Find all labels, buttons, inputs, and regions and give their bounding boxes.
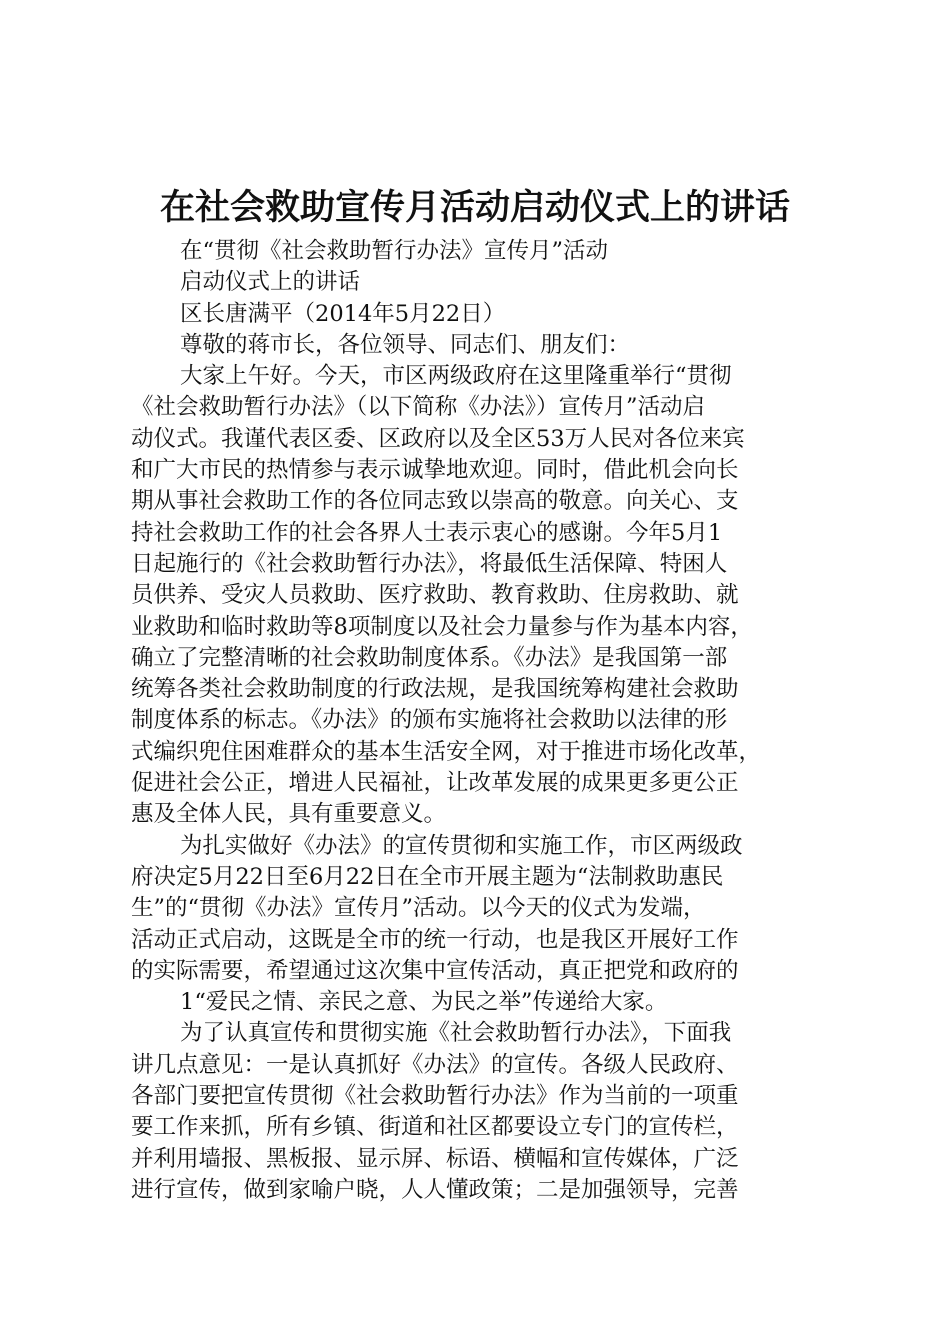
- text-line: 讲几点意见：一是认真抓好《办法》的宣传。各级人民政府、: [131, 1051, 739, 1078]
- text-line: 区长唐满平（2014年5月22日）: [180, 300, 506, 327]
- text-line: 确立了完整清晰的社会救助制度体系。《办法》是我国第一部: [131, 644, 728, 671]
- text-line: 式编织兜住困难群众的基本生活安全网，对于推进市场化改革，: [131, 738, 762, 765]
- text-line: 生”的“贯彻《办法》宣传月”活动。以今天的仪式为发端，: [131, 895, 706, 922]
- text-line: 期从事社会救助工作的各位同志致以崇高的敬意。向关心、支: [131, 488, 739, 515]
- text-line: 为扎实做好《办法》的宣传贯彻和实施工作，市区两级政: [180, 832, 743, 859]
- text-line: 动仪式。我谨代表区委、区政府以及全区53万人民对各位来宾: [131, 425, 745, 452]
- text-line: 尊敬的蒋市长，各位领导、同志们、朋友们：: [180, 331, 631, 358]
- text-line: 员供养、受灾人员救助、医疗救助、教育救助、住房救助、就: [131, 582, 739, 609]
- document-body: [131, 236, 831, 1206]
- text-line: 要工作来抓，所有乡镇、街道和社区都要设立专门的宣传栏，: [131, 1114, 739, 1141]
- text-line: 统筹各类社会救助制度的行政法规，是我国统筹构建社会救助: [131, 676, 739, 703]
- text-line: 大家上午好。今天，市区两级政府在这里隆重举行“贯彻: [180, 363, 732, 390]
- text-line: 业救助和临时救助等8项制度以及社会力量参与作为基本内容，: [131, 613, 753, 640]
- text-line: 的实际需要，希望通过这次集中宣传活动，真正把党和政府的: [131, 957, 739, 984]
- text-line: 1“爱民之情、亲民之意、为民之举”传递给大家。: [180, 989, 668, 1016]
- text-line: 活动正式启动，这既是全市的统一行动，也是我区开展好工作: [131, 926, 739, 953]
- text-line: 为了认真宣传和贯彻实施《社会救助暂行办法》，下面我: [180, 1020, 732, 1047]
- text-line: 各部门要把宣传贯彻《社会救助暂行办法》作为当前的一项重: [131, 1083, 739, 1110]
- text-line: 《社会救助暂行办法》（以下简称《办法》）宣传月”活动启: [131, 394, 706, 421]
- text-line: 惠及全体人民，具有重要意义。: [131, 801, 447, 828]
- text-line: 和广大市民的热情参与表示诚挚地欢迎。同时，借此机会向长: [131, 457, 739, 484]
- text-line: 促进社会公正，增进人民福祉，让改革发展的成果更多更公正: [131, 770, 739, 797]
- text-line: 启动仪式上的讲话: [180, 269, 361, 296]
- text-line: 府决定5月22日至6月22日在全市开展主题为“法制救助惠民: [131, 863, 724, 890]
- text-line: 日起施行的《社会救助暂行办法》，将最低生活保障、特困人: [131, 550, 728, 577]
- text-line: 进行宣传，做到家喻户晓，人人懂政策；二是加强领导，完善: [131, 1176, 739, 1203]
- text-line: 在“贯彻《社会救助暂行办法》宣传月”活动: [180, 238, 609, 264]
- text-line: 并利用墙报、黑板报、显示屏、标语、横幅和宣传媒体，广泛: [131, 1145, 739, 1172]
- text-line: 持社会救助工作的社会各界人士表示衷心的感谢。今年5月1: [131, 519, 723, 546]
- document-title: 在社会救助宣传月活动启动仪式上的讲话: [159, 188, 790, 228]
- text-line: 制度体系的标志。《办法》的颁布实施将社会救助以法律的形: [131, 707, 728, 734]
